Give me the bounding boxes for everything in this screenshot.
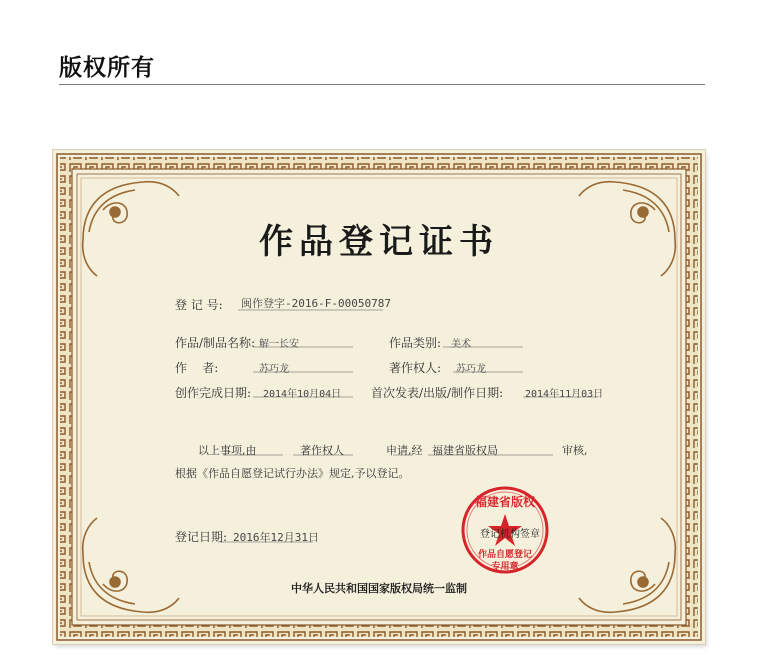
work-name-label: 作品/制品名称: (175, 336, 256, 350)
published-date-value: 2014年11月03日 (525, 389, 604, 400)
certificate-footer: 中华人民共和国国家版权局统一监制 (291, 582, 467, 595)
certificate-title: 作品登记证书 (259, 222, 499, 262)
page-header (59, 54, 705, 82)
body-text-1b: 著作权人 (300, 444, 344, 457)
work-type-value: 美术 (451, 339, 471, 350)
seal-top-text: 福建省版权 (474, 495, 536, 509)
created-date-value: 2014年10月04日 (263, 389, 342, 400)
work-name-value: 解一长安 (259, 339, 299, 350)
body-text-2: 根据《作品自愿登记试行办法》规定,予以登记。 (175, 467, 410, 480)
seal-bottom-text-1: 作品自愿登记 (477, 550, 533, 560)
reg-no-label: 登 记 号: (175, 298, 223, 312)
body-text-1d: 福建省版权局 (432, 444, 498, 457)
seal-bottom-text-2: 专用章 (491, 562, 519, 572)
corner-ornament-bottom-left (83, 518, 179, 612)
published-date-label: 首次发表/出版/制作日期: (371, 386, 504, 400)
header-divider (59, 84, 705, 85)
work-type-label: 作品类别: (389, 336, 442, 350)
created-date-label: 创作完成日期: (175, 386, 252, 400)
body-text-1a: 以上事项,由 (198, 444, 257, 457)
body-text-1c: 申请,经 (386, 444, 423, 457)
reg-no-value: 闽作登字-2016-F-00050787 (241, 297, 391, 310)
certificate-image (53, 150, 705, 644)
reg-date-value: 2016年12月31日 (233, 531, 319, 544)
owner-label: 著作权人: (389, 361, 442, 375)
body-text-1e: 审核, (562, 444, 588, 457)
seal-overprint-text: 登记机构签章 (480, 529, 540, 540)
corner-ornament-bottom-right (579, 518, 675, 612)
author-value: 苏巧龙 (259, 364, 289, 375)
page-title: 版权所有 (59, 55, 155, 81)
reg-date-label: 登记日期: (175, 530, 228, 544)
owner-value: 苏巧龙 (456, 364, 486, 375)
author-label: 作 者: (175, 361, 219, 375)
